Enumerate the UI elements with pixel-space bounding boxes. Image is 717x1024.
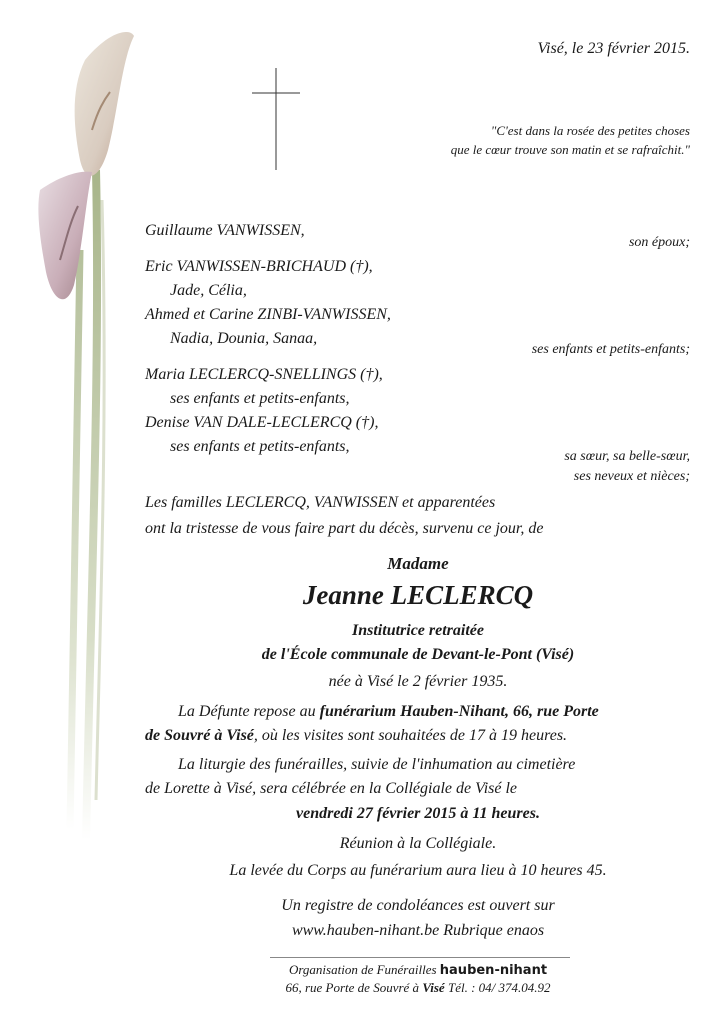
child-2: Ahmed et Carine ZINBI-VANWISSEN, bbox=[145, 306, 391, 323]
occupation-line-1: Institutrice retraitée bbox=[352, 622, 484, 639]
address-prefix: 66, rue Porte de Souvré à bbox=[285, 980, 423, 995]
husband-role: son époux; bbox=[628, 235, 690, 250]
birth-info: née à Visé le 2 février 1935. bbox=[328, 673, 508, 690]
rest-line-2 bbox=[145, 727, 567, 745]
sibling-1: Maria LECLERCQ-SNELLINGS (†), bbox=[145, 366, 383, 383]
husband-name: Guillaume VANWISSEN, bbox=[145, 222, 305, 239]
cross-icon bbox=[248, 66, 304, 172]
deceased-name: Jeanne LECLERCQ bbox=[302, 580, 534, 610]
quote-line-2: que le cœur trouve son matin et se rafraîchit." bbox=[450, 142, 690, 157]
footer-divider bbox=[270, 957, 570, 958]
register-line-2: www.hauben-nihant.be Rubrique enaos bbox=[291, 922, 545, 939]
address-city: Visé bbox=[422, 980, 445, 995]
sibling-2: Denise VAN DALE-LECLERCQ (†), bbox=[145, 414, 379, 431]
org-prefix: Organisation de Funérailles bbox=[288, 962, 440, 977]
deceased-title: Madame bbox=[387, 554, 449, 573]
children-role: ses enfants et petits-enfants; bbox=[531, 342, 690, 357]
funerarium-address-1: funérarium Hauben-Nihant, 66, rue Porte bbox=[319, 703, 599, 720]
siblings-role-2: ses neveux et nièces; bbox=[573, 469, 690, 484]
sibling-2-kids: ses enfants et petits-enfants, bbox=[170, 438, 350, 455]
families-line-2: ont la tristesse de vous faire part du décès, survenu ce jour, de bbox=[145, 520, 544, 537]
child-1-kids: Jade, Célia, bbox=[170, 282, 247, 299]
meeting-place: Réunion à la Collégiale. bbox=[339, 835, 497, 852]
footer-address bbox=[140, 980, 696, 996]
levee-info: La levée du Corps au funérarium aura lieu à 10 heures 45. bbox=[229, 862, 607, 879]
liturgy-line-2: de Lorette à Visé, sera célébrée en la Collégiale de Visé le bbox=[145, 780, 518, 797]
funerarium-address-2: de Souvré à Visé bbox=[145, 727, 254, 744]
visit-hours: , où les visites sont souhaitées de 17 à 19 heures. bbox=[253, 727, 568, 744]
liturgy-line-1: La liturgie des funérailles, suivie de l'inhumation au cimetière bbox=[178, 756, 576, 773]
funeral-date: vendredi 27 février 2015 à 11 heures. bbox=[296, 805, 540, 822]
child-2-kids: Nadia, Dounia, Sanaa, bbox=[170, 330, 318, 347]
phone-number: Tél. : 04/ 374.04.92 bbox=[444, 980, 551, 995]
quote-line-1: "C'est dans la rosée des petites choses bbox=[490, 123, 690, 138]
siblings-role-1: sa sœur, sa belle-sœur, bbox=[564, 449, 690, 464]
sibling-1-kids: ses enfants et petits-enfants, bbox=[170, 390, 350, 407]
place-date: Visé, le 23 février 2015. bbox=[537, 40, 690, 57]
footer-organisation bbox=[140, 962, 696, 978]
brand-logo-text: hauben-nihant bbox=[439, 963, 548, 978]
rest-prefix: La Défunte repose au bbox=[178, 703, 320, 720]
families-line-1: Les familles LECLERCQ, VANWISSEN et apparentées bbox=[145, 494, 496, 511]
rest-line-1 bbox=[178, 703, 599, 721]
occupation-line-2: de l'École communale de Devant-le-Pont (Visé) bbox=[261, 646, 575, 663]
calla-lily-illustration bbox=[0, 0, 140, 840]
child-1: Eric VANWISSEN-BRICHAUD (†), bbox=[145, 258, 373, 275]
register-line-1: Un registre de condoléances est ouvert sur bbox=[281, 897, 555, 914]
